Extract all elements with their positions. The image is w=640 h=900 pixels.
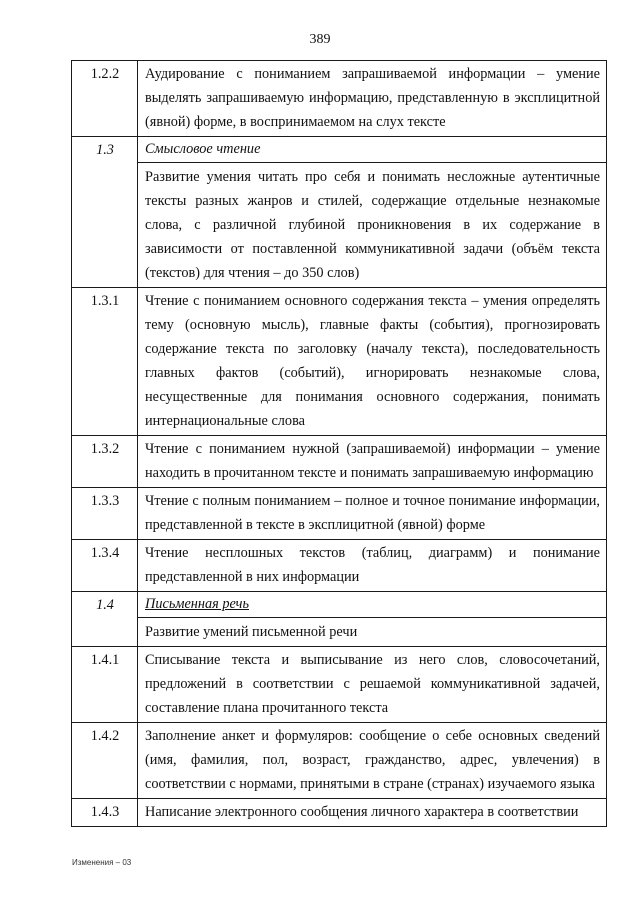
section-text: Развитие умения читать про себя и понимать несложные аутентичные тексты разных жанров и стилей, содержащие отдельные незнакомые слова, с различной глубиной проникновения в их содержание в зависимости от поставленной коммуникативной задачи (объём текста (текстов) для чтения – до 350 слов): [138, 162, 606, 285]
row-code: 1.3.2: [72, 436, 138, 488]
row-text: Написание электронного сообщения личного характера в соответствии: [138, 799, 607, 827]
footer-revision-note: Изменения – 03: [72, 858, 132, 867]
row-code: 1.3.4: [72, 540, 138, 592]
section-title: Письменная речь: [145, 596, 249, 612]
row-code: 1.4.2: [72, 723, 138, 799]
row-text: Чтение несплошных текстов (таблиц, диаграмм) и понимание представленной в них информации: [138, 540, 607, 592]
table-row-section: [72, 137, 607, 288]
row-code: 1.3.1: [72, 288, 138, 436]
section-cell: [138, 137, 607, 288]
table-row: [72, 723, 607, 799]
row-code: 1.4.3: [72, 799, 138, 827]
table-row: [72, 488, 607, 540]
content-table: [71, 60, 607, 827]
table-row: [72, 540, 607, 592]
row-text: Чтение с полным пониманием – полное и точное понимание информации, представленной в тексте в эксплицитной (явной) форме: [138, 488, 607, 540]
row-code: 1.2.2: [72, 61, 138, 137]
row-text: Чтение с пониманием нужной (запрашиваемой) информации – умение находить в прочитанном тексте и понимать запрашиваемую информацию: [138, 436, 607, 488]
section-cell: [138, 592, 607, 647]
section-text: Развитие умений письменной речи: [138, 617, 606, 644]
table-row: [72, 61, 607, 137]
table-row: [72, 647, 607, 723]
row-text: Чтение с пониманием основного содержания текста – умения определять тему (основную мысль), главные факты (события), прогнозировать содержание текста по заголовку (началу текста), последовательность главных фактов (событий), игнорировать незнакомые слова, несущественные для понимания основного содержания, понимать интернациональные слова: [138, 288, 607, 436]
row-code: 1.4.1: [72, 647, 138, 723]
page-number: 389: [309, 32, 331, 47]
row-code: 1.3.3: [72, 488, 138, 540]
section-title: Смысловое чтение: [145, 141, 261, 157]
table-row: [72, 288, 607, 436]
table-row: [72, 436, 607, 488]
section-code: 1.4: [72, 592, 138, 647]
table-row: [72, 799, 607, 827]
row-text: Заполнение анкет и формуляров: сообщение о себе основных сведений (имя, фамилия, пол, возраст, гражданство, адрес, увлечения) в соответствии с нормами, принятыми в стране (странах) изучаемого языка: [138, 723, 607, 799]
section-code: 1.3: [72, 137, 138, 288]
row-text: Аудирование с пониманием запрашиваемой информации – умение выделять запрашиваемую информацию, представленную в эксплицитной (явной) форме, в воспринимаемом на слух тексте: [138, 61, 607, 137]
table-row-section: [72, 592, 607, 647]
row-text: Списывание текста и выписывание из него слов, словосочетаний, предложений в соответствии с решаемой коммуникативной задачей, составление плана прочитанного текста: [138, 647, 607, 723]
